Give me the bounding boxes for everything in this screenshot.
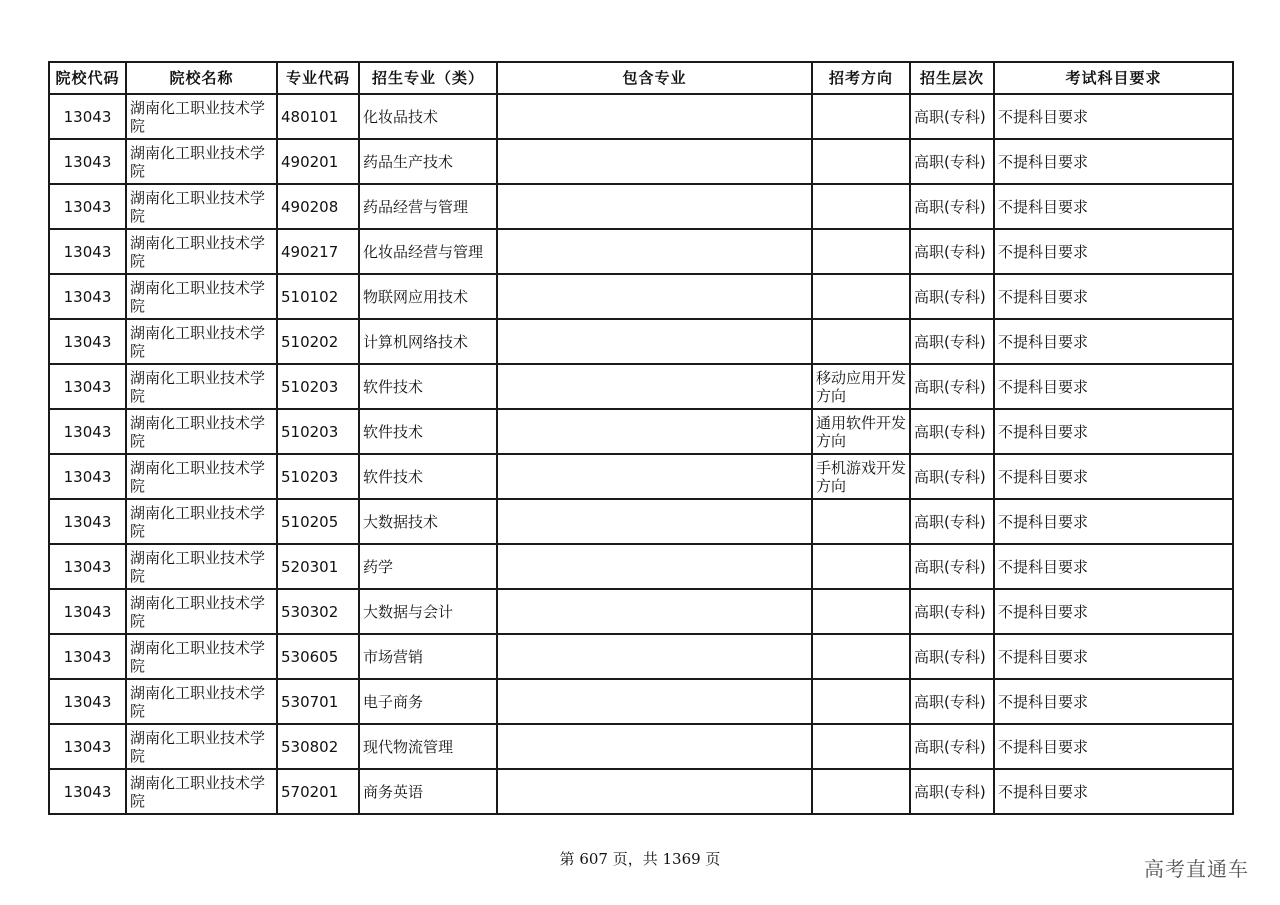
direction-cell [812, 139, 910, 184]
included-cell [497, 679, 812, 724]
school-name-cell: 湖南化工职业技术学院 [126, 724, 277, 769]
major-code-cell: 530605 [277, 634, 359, 679]
included-cell [497, 409, 812, 454]
included-cell [497, 94, 812, 139]
major-code-cell: 510203 [277, 454, 359, 499]
included-cell [497, 634, 812, 679]
school-code-cell: 13043 [49, 94, 126, 139]
direction-cell [812, 94, 910, 139]
included-cell [497, 454, 812, 499]
table-row [49, 634, 1233, 679]
school-name-cell: 湖南化工职业技术学院 [126, 184, 277, 229]
major-cell: 计算机网络技术 [359, 319, 497, 364]
school-name-cell: 湖南化工职业技术学院 [126, 589, 277, 634]
header-school-name: 院校名称 [126, 62, 277, 94]
included-cell [497, 544, 812, 589]
direction-cell [812, 589, 910, 634]
table-row [49, 499, 1233, 544]
included-cell [497, 364, 812, 409]
school-code-cell: 13043 [49, 499, 126, 544]
header-direction: 招考方向 [812, 62, 910, 94]
table-row [49, 724, 1233, 769]
direction-cell [812, 724, 910, 769]
direction-cell [812, 229, 910, 274]
direction-cell [812, 544, 910, 589]
requirement-cell: 不提科目要求 [994, 229, 1233, 274]
direction-cell [812, 679, 910, 724]
table-row [49, 769, 1233, 814]
watermark: 高考直通车 [1144, 857, 1249, 881]
major-cell: 大数据技术 [359, 499, 497, 544]
included-cell [497, 769, 812, 814]
school-code-cell: 13043 [49, 589, 126, 634]
table-row [49, 454, 1233, 499]
school-code-cell: 13043 [49, 724, 126, 769]
major-cell: 药品生产技术 [359, 139, 497, 184]
requirement-cell: 不提科目要求 [994, 409, 1233, 454]
included-cell [497, 184, 812, 229]
page-footer: 第 607 页，共 1369 页 [559, 850, 721, 868]
school-name-cell: 湖南化工职业技术学院 [126, 634, 277, 679]
table-row [49, 679, 1233, 724]
major-code-cell: 530802 [277, 724, 359, 769]
level-cell: 高职(专科) [910, 364, 994, 409]
major-cell: 物联网应用技术 [359, 274, 497, 319]
level-cell: 高职(专科) [910, 454, 994, 499]
school-code-cell: 13043 [49, 364, 126, 409]
requirement-cell: 不提科目要求 [994, 589, 1233, 634]
major-code-cell: 490201 [277, 139, 359, 184]
major-code-cell: 510203 [277, 364, 359, 409]
school-code-cell: 13043 [49, 679, 126, 724]
header-major: 招生专业（类） [359, 62, 497, 94]
included-cell [497, 274, 812, 319]
major-cell: 商务英语 [359, 769, 497, 814]
major-code-cell: 570201 [277, 769, 359, 814]
level-cell: 高职(专科) [910, 634, 994, 679]
school-name-cell: 湖南化工职业技术学院 [126, 544, 277, 589]
requirement-cell: 不提科目要求 [994, 184, 1233, 229]
school-name-cell: 湖南化工职业技术学院 [126, 454, 277, 499]
direction-cell [812, 499, 910, 544]
school-name-cell: 湖南化工职业技术学院 [126, 139, 277, 184]
school-name-cell: 湖南化工职业技术学院 [126, 229, 277, 274]
major-cell: 现代物流管理 [359, 724, 497, 769]
major-cell: 大数据与会计 [359, 589, 497, 634]
table-body [49, 94, 1233, 814]
major-code-cell: 530701 [277, 679, 359, 724]
table-row [49, 364, 1233, 409]
included-cell [497, 319, 812, 364]
direction-cell [812, 184, 910, 229]
requirement-cell: 不提科目要求 [994, 139, 1233, 184]
table-row [49, 274, 1233, 319]
requirement-cell: 不提科目要求 [994, 499, 1233, 544]
header-major-code: 专业代码 [277, 62, 359, 94]
school-name-cell: 湖南化工职业技术学院 [126, 409, 277, 454]
school-code-cell: 13043 [49, 184, 126, 229]
school-name-cell: 湖南化工职业技术学院 [126, 364, 277, 409]
major-cell: 药学 [359, 544, 497, 589]
direction-cell [812, 634, 910, 679]
major-cell: 药品经营与管理 [359, 184, 497, 229]
table-row [49, 139, 1233, 184]
major-code-cell: 520301 [277, 544, 359, 589]
school-name-cell: 湖南化工职业技术学院 [126, 679, 277, 724]
school-name-cell: 湖南化工职业技术学院 [126, 319, 277, 364]
header-row [49, 62, 1233, 94]
table-row [49, 94, 1233, 139]
header-level: 招生层次 [910, 62, 994, 94]
level-cell: 高职(专科) [910, 139, 994, 184]
level-cell: 高职(专科) [910, 724, 994, 769]
school-code-cell: 13043 [49, 409, 126, 454]
included-cell [497, 139, 812, 184]
major-code-cell: 510203 [277, 409, 359, 454]
direction-cell [812, 274, 910, 319]
table-row [49, 229, 1233, 274]
level-cell: 高职(专科) [910, 229, 994, 274]
requirement-cell: 不提科目要求 [994, 634, 1233, 679]
direction-cell: 通用软件开发方向 [812, 409, 910, 454]
school-code-cell: 13043 [49, 274, 126, 319]
requirement-cell: 不提科目要求 [994, 544, 1233, 589]
major-code-cell: 490208 [277, 184, 359, 229]
major-code-cell: 510205 [277, 499, 359, 544]
table-row [49, 589, 1233, 634]
requirement-cell: 不提科目要求 [994, 319, 1233, 364]
level-cell: 高职(专科) [910, 94, 994, 139]
table-row [49, 409, 1233, 454]
school-name-cell: 湖南化工职业技术学院 [126, 499, 277, 544]
major-code-cell: 530302 [277, 589, 359, 634]
requirement-cell: 不提科目要求 [994, 769, 1233, 814]
major-cell: 软件技术 [359, 454, 497, 499]
major-cell: 电子商务 [359, 679, 497, 724]
header-school-code: 院校代码 [49, 62, 126, 94]
major-cell: 化妆品经营与管理 [359, 229, 497, 274]
direction-cell [812, 769, 910, 814]
table-row [49, 319, 1233, 364]
level-cell: 高职(专科) [910, 274, 994, 319]
direction-cell: 移动应用开发方向 [812, 364, 910, 409]
requirement-cell: 不提科目要求 [994, 364, 1233, 409]
school-code-cell: 13043 [49, 634, 126, 679]
major-code-cell: 490217 [277, 229, 359, 274]
level-cell: 高职(专科) [910, 769, 994, 814]
level-cell: 高职(专科) [910, 184, 994, 229]
level-cell: 高职(专科) [910, 544, 994, 589]
included-cell [497, 724, 812, 769]
included-cell [497, 499, 812, 544]
major-cell: 化妆品技术 [359, 94, 497, 139]
direction-cell: 手机游戏开发方向 [812, 454, 910, 499]
school-code-cell: 13043 [49, 139, 126, 184]
requirement-cell: 不提科目要求 [994, 274, 1233, 319]
level-cell: 高职(专科) [910, 409, 994, 454]
requirement-cell: 不提科目要求 [994, 679, 1233, 724]
school-name-cell: 湖南化工职业技术学院 [126, 94, 277, 139]
school-code-cell: 13043 [49, 229, 126, 274]
school-name-cell: 湖南化工职业技术学院 [126, 274, 277, 319]
table-row [49, 184, 1233, 229]
major-cell: 软件技术 [359, 409, 497, 454]
major-cell: 软件技术 [359, 364, 497, 409]
included-cell [497, 229, 812, 274]
header-included: 包含专业 [497, 62, 812, 94]
school-code-cell: 13043 [49, 769, 126, 814]
school-code-cell: 13043 [49, 454, 126, 499]
admissions-table [48, 61, 1234, 815]
major-code-cell: 510102 [277, 274, 359, 319]
major-code-cell: 510202 [277, 319, 359, 364]
level-cell: 高职(专科) [910, 679, 994, 724]
requirement-cell: 不提科目要求 [994, 724, 1233, 769]
header-requirement: 考试科目要求 [994, 62, 1233, 94]
school-code-cell: 13043 [49, 544, 126, 589]
level-cell: 高职(专科) [910, 319, 994, 364]
direction-cell [812, 319, 910, 364]
school-name-cell: 湖南化工职业技术学院 [126, 769, 277, 814]
level-cell: 高职(专科) [910, 499, 994, 544]
requirement-cell: 不提科目要求 [994, 454, 1233, 499]
major-code-cell: 480101 [277, 94, 359, 139]
requirement-cell: 不提科目要求 [994, 94, 1233, 139]
level-cell: 高职(专科) [910, 589, 994, 634]
table-row [49, 544, 1233, 589]
school-code-cell: 13043 [49, 319, 126, 364]
included-cell [497, 589, 812, 634]
major-cell: 市场营销 [359, 634, 497, 679]
